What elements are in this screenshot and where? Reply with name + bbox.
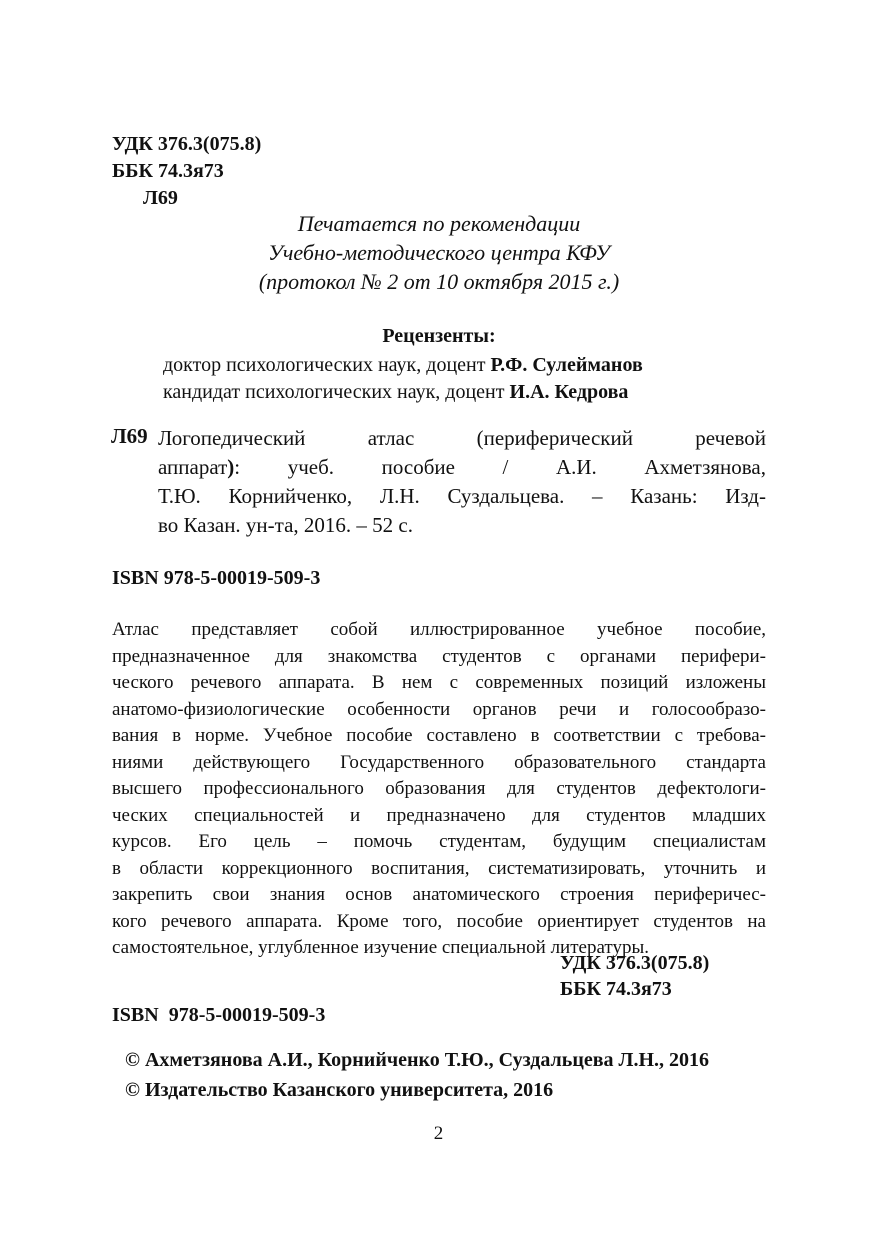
abstract-line: закрепить свои знания основ анатомического строения периферичес-	[112, 884, 766, 905]
reviewers-list	[163, 352, 643, 406]
copyright-section	[125, 1045, 709, 1105]
annotation-paragraph	[112, 617, 766, 962]
recommendation-line: (протокол № 2 от 10 октября 2015 г.)	[258, 269, 620, 294]
bbk-code-bottom: ББК 74.3я73	[560, 978, 672, 1000]
abstract-line: предназначенное для знакомства студентов с органами перифери-	[112, 645, 766, 667]
abstract-line: анатомо-физиологические особенности органов речи и голосообразо-	[112, 698, 766, 720]
abstract-line: ческого речевого аппарата. В нем с современных позиций изложены	[112, 672, 766, 693]
bib-entry-line: Т.Ю. Корнийченко, Л.Н. Суздальцева. – Казань: Изд-	[158, 484, 766, 508]
bib-entry-line: аппарат): учеб. пособие / А.И. Ахметзянова,	[158, 455, 766, 479]
bib-entry-line: Логопедический атлас (периферический речевой	[158, 426, 766, 450]
recommendation-line: Учебно-методического центра КФУ	[268, 240, 610, 265]
reviewer-degree: доктор психологических наук, доцент	[163, 354, 486, 376]
udk-code: УДК 376.3(075.8)	[112, 133, 262, 155]
bbk-code: ББК 74.3я73	[112, 160, 224, 182]
classification-codes-bottom	[560, 950, 709, 1002]
bib-entry-code: Л69	[111, 424, 148, 448]
abstract-line: ниями действующего Государственного образовательного стандарта	[112, 751, 766, 773]
recommendation-line: Печатается по рекомендации	[297, 211, 581, 236]
page-number: 2	[433, 1123, 444, 1144]
reviewer-line	[163, 379, 643, 406]
abstract-line: Атлас представляет собой иллюстрированное учебное пособие,	[112, 619, 766, 640]
abstract-line: кого речевого аппарата. Кроме того, пособие ориентирует студентов на	[112, 910, 766, 932]
reviewer-degree: кандидат психологических наук, доцент	[163, 381, 505, 403]
bibliographic-entry	[158, 424, 766, 540]
abstract-line: вания в норме. Учебное пособие составлено в соответствии с требова-	[112, 725, 766, 746]
classification-codes-top	[112, 131, 261, 212]
udk-code-bottom: УДК 376.3(075.8)	[560, 952, 710, 974]
reviewer-name: Р.Ф. Сулейманов	[490, 354, 643, 376]
abstract-line: самостоятельное, углубленное изучение специальной литературы.	[112, 937, 649, 958]
reviewer-line	[163, 352, 643, 379]
recommendation-note	[112, 209, 766, 296]
copyright-line-publisher: © Издательство Казанского университета, 2016	[125, 1079, 554, 1101]
author-sign-code: Л69	[143, 187, 178, 209]
abstract-line: высшего профессионального образования для студентов дефектологи-	[112, 778, 766, 799]
bib-entry-line: во Казан. ун-та, 2016. – 52 с.	[158, 513, 413, 537]
reviewers-heading: Рецензенты:	[382, 325, 496, 347]
reviewer-name: И.А. Кедрова	[509, 381, 629, 403]
abstract-line: ческих специальностей и предназначено для студентов младших	[112, 804, 766, 826]
isbn-bottom: ISBN 978-5-00019-509-3	[112, 1004, 326, 1026]
copyright-line-authors: © Ахметзянова А.И., Корнийченко Т.Ю., Суздальцева Л.Н., 2016	[125, 1049, 710, 1071]
abstract-line: курсов. Его цель – помочь студентам, будущим специалистам	[112, 831, 766, 852]
isbn-top: ISBN 978-5-00019-509-3	[112, 567, 321, 589]
abstract-line: в области коррекционного воспитания, систематизировать, уточнить и	[112, 857, 766, 879]
